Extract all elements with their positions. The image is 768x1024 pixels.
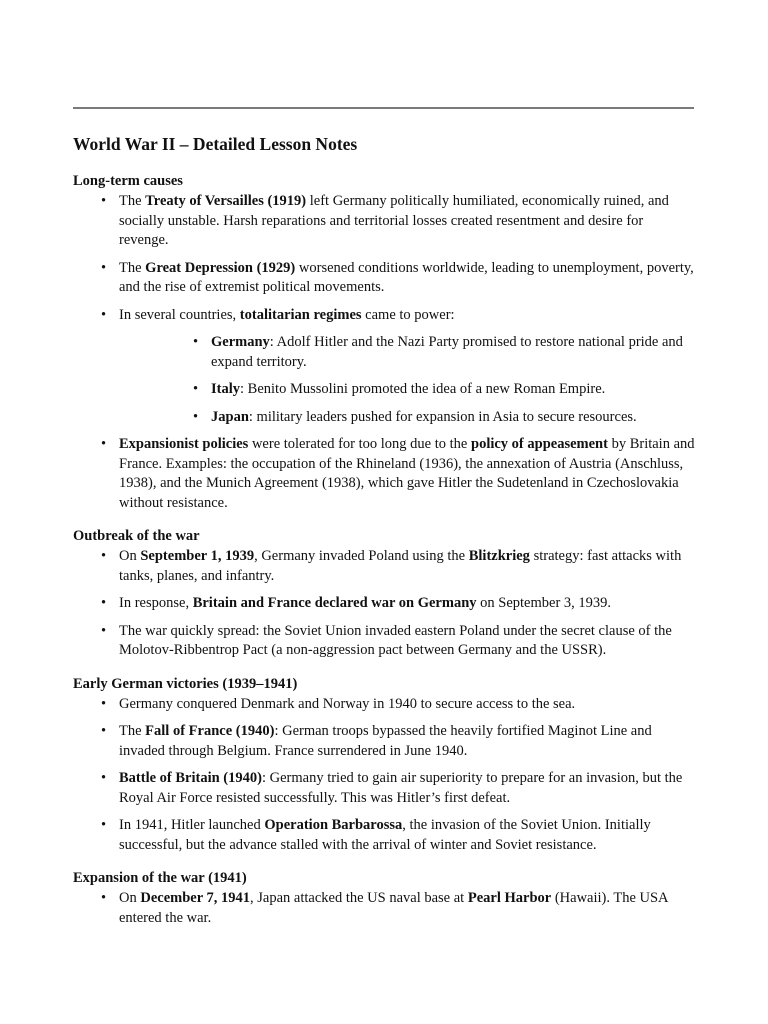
- list-item: [73, 695, 695, 715]
- bullet-icon: •: [101, 890, 107, 906]
- list-item: [73, 889, 695, 928]
- bullet-icon: •: [101, 622, 107, 639]
- bullet-icon: •: [101, 436, 107, 452]
- section-heading: Early German victories (1939–1941): [73, 675, 298, 692]
- sub-list-item: [119, 408, 695, 428]
- list-item: [73, 622, 695, 661]
- text-run: , Germany invaded Poland using the: [254, 548, 469, 564]
- bullet-list: [73, 192, 695, 513]
- horizontal-rule: [73, 107, 694, 109]
- bold-term: Pearl Harbor: [467, 890, 552, 906]
- text-run: : military leaders pushed for expansion in Asia to secure resources.: [248, 408, 637, 425]
- text-run: The: [119, 193, 146, 209]
- bullet-icon: •: [101, 595, 107, 611]
- bold-term: September 1, 1939: [140, 548, 255, 564]
- bold-term: Germany: [211, 334, 270, 350]
- sub-list-item: [119, 333, 695, 372]
- list-item: [73, 816, 695, 855]
- text-run: Germany conquered Denmark and Norway in 1940 to secure access to the sea.: [119, 695, 576, 712]
- bold-term: Italy: [211, 381, 240, 397]
- text-run: : German troops bypassed the heavily fortified Maginot Line and invaded through Belgium. France surrendered in June 1940.: [119, 723, 652, 759]
- bullet-icon: •: [101, 770, 107, 786]
- list-item: [73, 259, 695, 298]
- section-heading: Long-term causes: [73, 173, 183, 189]
- text-run: were tolerated for too long due to the: [248, 436, 471, 452]
- text-run: : Adolf Hitler and the Nazi Party promised to restore national pride and expand territory.: [211, 334, 683, 370]
- list-item: [73, 769, 695, 808]
- text-run: In several countries,: [119, 306, 240, 323]
- text-run: In 1941, Hitler launched: [119, 817, 265, 833]
- text-run: The: [119, 259, 146, 276]
- bullet-list: [73, 889, 695, 928]
- list-item: [73, 594, 695, 614]
- text-run: strategy: fast attacks with tanks, planes, and infantry.: [119, 548, 682, 584]
- bold-term: Great Depression (1929): [145, 259, 296, 276]
- sections-container: [73, 170, 695, 928]
- bold-term: Britain and France declared war on Germany: [192, 595, 477, 611]
- section-heading: Outbreak of the war: [73, 528, 200, 544]
- text-run: by Britain and France. Examples: the occupation of the Rhineland (1936), the annexation of Austria (Anschluss, 1938), and the Munich Agreement (1938), which gave Hitler the Sudetenland in Czechoslovakia without resistance.: [119, 436, 695, 511]
- text-run: , Japan attacked the US naval base at: [250, 890, 468, 906]
- bold-term: Blitzkrieg: [468, 548, 530, 564]
- bullet-list: [73, 547, 695, 661]
- text-run: left Germany politically humiliated, economically ruined, and socially unstable. Harsh reparations and territorial losses created resentment and desire for revenge.: [119, 193, 669, 248]
- bullet-icon: •: [101, 193, 107, 209]
- bold-term: Fall of France (1940): [145, 723, 275, 739]
- text-run: On: [119, 548, 141, 564]
- bullet-icon: •: [101, 723, 107, 739]
- bullet-icon: •: [101, 306, 107, 323]
- text-run: : Benito Mussolini promoted the idea of a new Roman Empire.: [240, 381, 606, 397]
- bullet-icon: •: [101, 548, 107, 564]
- list-item: [73, 722, 695, 761]
- bullet-icon: •: [101, 695, 107, 712]
- list-item: [73, 435, 695, 513]
- bullet-icon: •: [193, 381, 199, 397]
- text-run: , the invasion of the Soviet Union. Initially successful, but the advance stalled with the arrival of winter and Soviet resistance.: [119, 817, 651, 853]
- bold-term: December 7, 1941: [140, 890, 251, 906]
- bullet-icon: •: [193, 408, 199, 425]
- bold-term: Japan: [211, 408, 249, 425]
- text-run: On: [119, 890, 141, 906]
- bold-term: policy of appeasement: [471, 436, 608, 452]
- text-run: : Germany tried to gain air superiority to prepare for an invasion, but the Royal Air Force resisted successfully. This was Hitler’s first defeat.: [119, 770, 683, 806]
- section-heading: Expansion of the war (1941): [73, 870, 247, 886]
- list-item: [73, 306, 695, 428]
- list-item: [73, 547, 695, 586]
- text-run: In response,: [119, 595, 193, 611]
- bullet-list: [73, 695, 695, 856]
- bold-term: totalitarian regimes: [239, 306, 362, 323]
- list-item: [73, 192, 695, 251]
- text-run: (Hawaii). The USA entered the war.: [119, 890, 668, 926]
- text-run: came to power:: [361, 306, 455, 323]
- lesson-notes: [73, 130, 695, 940]
- bullet-icon: •: [193, 334, 199, 350]
- document-title: World War II – Detailed Lesson Notes: [73, 134, 358, 154]
- bullet-icon: •: [101, 817, 107, 833]
- bold-term: Treaty of Versailles (1919): [145, 193, 307, 209]
- bold-term: Operation Barbarossa: [264, 817, 403, 833]
- bullet-icon: •: [101, 259, 107, 276]
- sub-list: [119, 333, 695, 427]
- text-run: The war quickly spread: the Soviet Union invaded eastern Poland under the secret clause of the Molotov-Ribbentrop Pact (a non-aggression pact between Germany and the USSR).: [119, 622, 672, 658]
- bold-term: Battle of Britain (1940): [119, 770, 262, 786]
- text-run: on September 3, 1939.: [476, 595, 612, 611]
- sub-list-item: [119, 380, 695, 400]
- text-run: worsened conditions worldwide, leading to unemployment, poverty, and the rise of extremist political movements.: [119, 259, 694, 295]
- text-run: The: [119, 723, 146, 739]
- bold-term: Expansionist policies: [119, 436, 249, 452]
